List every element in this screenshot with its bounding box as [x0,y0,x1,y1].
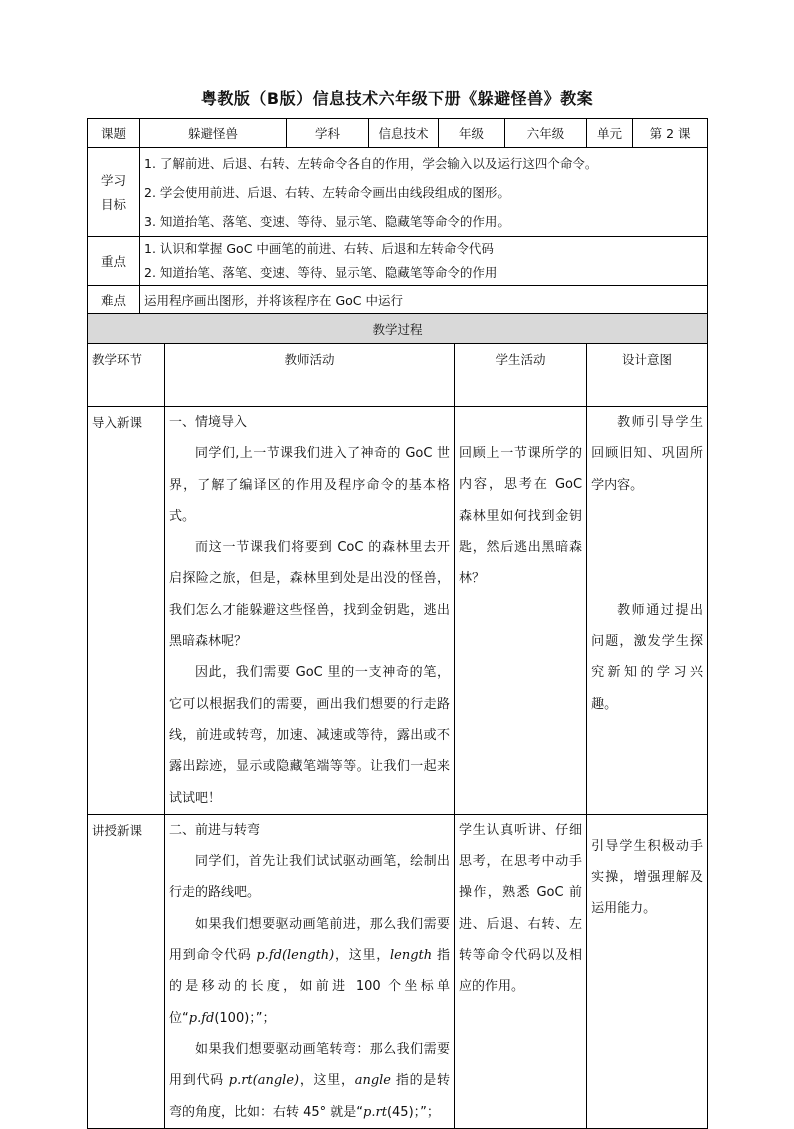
key-points-content [140,237,708,286]
unit-value: 第 2 课 [633,119,708,148]
intro-design-intent [587,407,708,815]
intro-stage: 导入新课 [88,407,165,815]
info-row [88,119,708,148]
objectives-label: 学习 目标 [88,148,140,237]
intro-teacher-activity [165,407,455,815]
intro-paragraph: 因此，我们需要 GoC 里的一支神奇的笔，它可以根据我们的需要，画出我们想要的行走路线，前进或转弯，加速、减速或等待，露出或不露出踪迹，显示或隐藏笔端等等。让我们一起来试试吧！ [169,665,451,806]
lecture-paragraph: 如果我们想要驱动画笔转弯：那么我们需要用到代码 p.rt(angle)，这里，angle 指的是转弯的角度，比如：右转 45° 就是“p.rt(45)；”； [169,1041,451,1120]
course-value: 躲避怪兽 [140,119,287,148]
objectives-row [88,148,708,237]
process-header-row [88,314,708,344]
process-header: 教学过程 [88,314,708,344]
forward-command-code: p.fd(length) [256,948,335,964]
lecture-teacher-activity [165,814,455,1128]
page-title: 粤教版（B版）信息技术六年级下册《躲避怪兽》教案 [200,89,594,108]
intro-intent-2: 教师通过提出问题，激发学生探究新知的学习兴趣。 [591,602,704,712]
objectives-content [140,148,708,237]
intro-paragraph: 同学们,上一节课我们进入了神奇的 GoC 世界，了解了编译区的作用及程序命令的基本格式。 [169,446,451,524]
lecture-paragraph: 同学们，首先让我们试试驱动画笔，绘制出行走的路线吧。 [169,854,451,901]
lecture-stage: 讲授新课 [88,814,165,1128]
lecture-row [88,814,708,1128]
turn-command-code: p.rt(angle) [228,1073,300,1089]
unit-label: 单元 [587,119,633,148]
subject-label: 学科 [287,119,369,148]
lecture-student-activity: 学生认真听讲、仔细思考，在思考中动手操作，熟悉 GoC 前进、后退、右转、左转等命令代码以及相应的作用。 [455,814,587,1128]
key-points-label: 重点 [88,237,140,286]
subject-value: 信息技术 [369,119,439,148]
grade-value: 六年级 [505,119,587,148]
student-column-header: 学生活动 [455,344,587,407]
lecture-paragraph: 如果我们想要驱动画笔前进，那么我们需要用到命令代码 p.fd(length)，这里，length 指的是移动的长度，如前进 100 个坐标单位“p.fd(100)；”； [169,916,451,1026]
teacher-column-header: 教师活动 [165,344,455,407]
key-point-item: 1. 认识和掌握 GoC 中画笔的前进、右转、后退和左转命令代码 [144,241,494,256]
difficulty-row [88,286,708,314]
key-points-row [88,237,708,286]
intro-heading: 一、情境导入 [169,415,248,430]
grade-label: 年级 [439,119,505,148]
key-point-item: 2. 知道抬笔、落笔、变速、等待、显示笔、隐藏笔等命令的作用 [144,265,498,280]
intent-column-header: 设计意图 [587,344,708,407]
lecture-heading: 二、前进与转弯 [169,822,261,838]
intro-intent-1: 教师引导学生回顾旧知、巩固所学内容。 [591,415,704,493]
objective-item: 1. 了解前进、后退、右转、左转命令各自的作用，学会输入以及运行这四个命令。 [144,155,598,171]
objective-item: 3. 知道抬笔、落笔、变速、等待、显示笔、隐藏笔等命令的作用。 [144,213,510,229]
intro-row [88,407,708,815]
difficulty-text: 运用程序画出图形，并将该程序在 GoC 中运行 [140,286,708,314]
column-header-row [88,344,708,407]
intro-paragraph: 而这一节课我们将要到 CoC 的森林里去开启探险之旅，但是，森林里到处是出没的怪兽，我们怎么才能躲避这些怪兽，找到金钥匙，逃出黑暗森林呢？ [169,540,451,650]
stage-column-header: 教学环节 [88,344,165,407]
course-label: 课题 [88,119,140,148]
difficulty-label: 难点 [88,286,140,314]
intro-student-activity: 回顾上一节课所学的内容，思考在 GoC 森林里如何找到金钥匙，然后逃出黑暗森林？ [455,407,587,815]
lesson-plan-table [87,118,708,1129]
objective-item: 2. 学会使用前进、后退、右转、左转命令画出由线段组成的图形。 [144,184,510,200]
lecture-design-intent: 引导学生积极动手实操，增强理解及运用能力。 [587,814,708,1128]
